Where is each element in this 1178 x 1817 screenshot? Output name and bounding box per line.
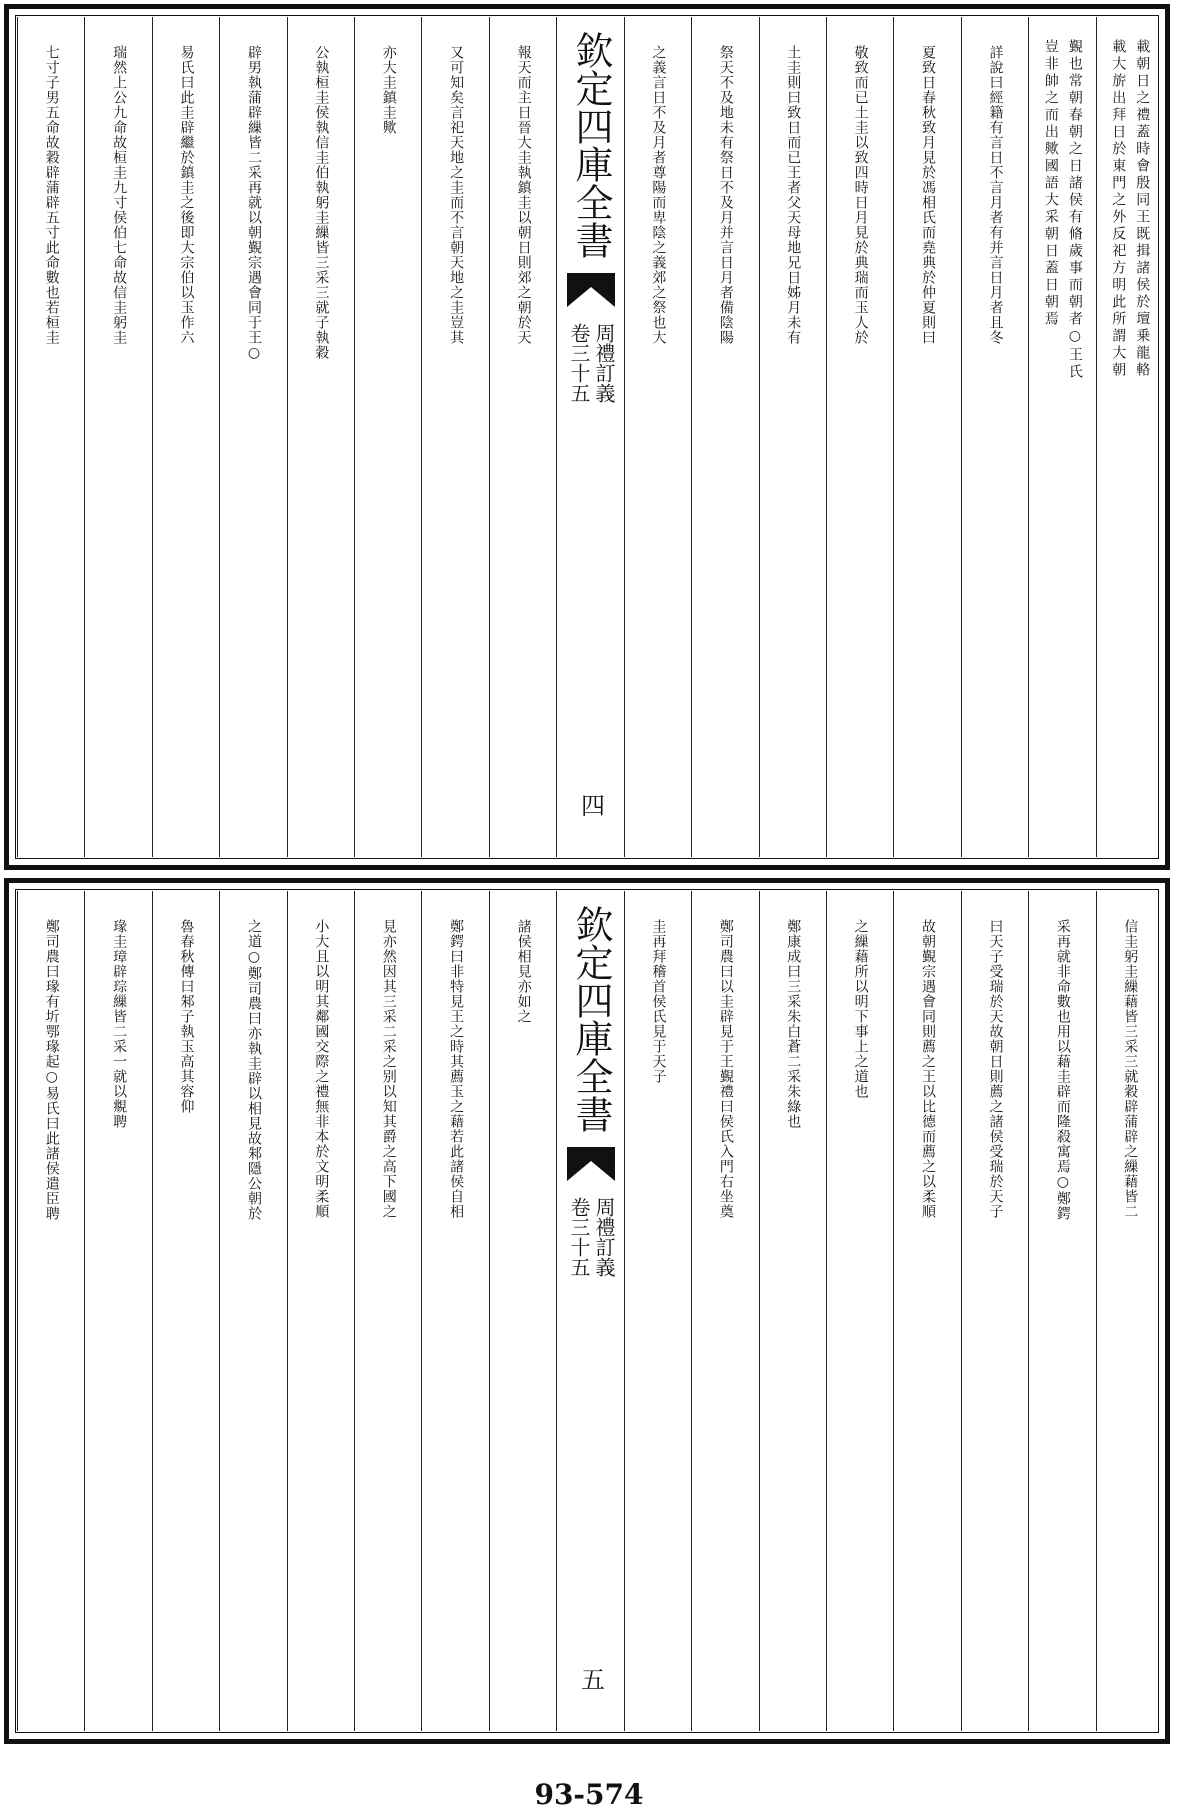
text-column xyxy=(893,17,961,857)
text-column xyxy=(826,17,894,857)
text-column xyxy=(489,891,557,1731)
text-column-body: 之道○鄭司農曰亦執圭辟以相見故邾隱公朝於 xyxy=(245,919,262,1221)
text-column-body: 亦大圭鎮圭歟 xyxy=(380,45,397,135)
text-column xyxy=(219,17,287,857)
page-number: 93-574 xyxy=(534,1778,644,1811)
text-column xyxy=(17,891,85,1731)
annotation-line: 覲也常朝春朝之日諸侯有脩歲事而朝者○王氏 xyxy=(1066,39,1083,381)
fish-tail-ornament-icon xyxy=(567,273,615,307)
text-column-body: 又可知矣言祀天地之圭而不言朝天地之圭豈其 xyxy=(448,45,465,345)
text-column-body: 土圭則曰致日而已王者父天母地兄日姊月未有 xyxy=(785,45,802,345)
text-column xyxy=(826,891,894,1731)
text-column-body: 故朝覲宗遇會同則薦之王以比德而薦之以柔順 xyxy=(920,919,937,1219)
spine xyxy=(567,891,615,1731)
text-column xyxy=(691,891,759,1731)
text-column-body: 魯春秋傳曰邾子執玉高其容仰 xyxy=(178,919,195,1114)
spine-column xyxy=(556,17,624,857)
text-column xyxy=(354,17,422,857)
spine-subtitle-line: 卷三十五 xyxy=(566,323,591,403)
text-column xyxy=(421,17,489,857)
spine-subtitle xyxy=(568,323,614,403)
spine-subtitle xyxy=(568,1197,614,1277)
text-column-body: 之繅藉所以明下事上之道也 xyxy=(852,919,869,1099)
text-column xyxy=(84,891,152,1731)
annotation-line: 載朝日之禮蓋時會殷同王既揖諸侯於壇乗龍輅 xyxy=(1134,39,1151,379)
text-column xyxy=(17,17,85,857)
text-column-body: 易氏曰此圭辟繼於鎮圭之後即大宗伯以玉作六 xyxy=(178,45,195,345)
text-column-body: 辟男執蒲辟繅皆二采再就以朝覲宗遇會同于王○ xyxy=(245,45,262,362)
text-column-body: 鄭司農曰以圭辟見于王覲禮曰侯氏入門右坐奠 xyxy=(717,919,734,1219)
text-column xyxy=(961,17,1029,857)
double-line-annotation xyxy=(1044,17,1082,857)
spine-subtitle-line: 周禮訂義 xyxy=(591,323,616,403)
text-column-body: 之義言日不及月者尊陽而卑陰之義郊之祭也大 xyxy=(650,45,667,345)
text-column xyxy=(489,17,557,857)
text-column-body: 小大且以明其鄰國交際之禮無非本於文明柔順 xyxy=(313,919,330,1219)
text-column-body: 詳說曰經籍有言日不言月者有并言日月者且冬 xyxy=(987,45,1004,345)
spine-column xyxy=(556,891,624,1731)
text-column xyxy=(287,17,355,857)
text-column xyxy=(1028,891,1096,1731)
text-column-body: 瑑圭璋辟琮繅皆二采一就以覜聘 xyxy=(111,919,128,1129)
spine-subtitle-line: 卷三十五 xyxy=(566,1197,591,1277)
annotation-line: 載大旂出拜日於東門之外反祀方明此所謂大朝 xyxy=(1110,39,1127,379)
text-column xyxy=(759,891,827,1731)
double-line-annotation xyxy=(1111,17,1149,857)
text-column xyxy=(624,17,692,857)
folio-number: 四 xyxy=(576,793,605,817)
text-column-body: 公執桓圭侯執信圭伯執躬圭繅皆三采三就子執穀 xyxy=(313,45,330,360)
text-column-body: 鄭鍔曰非特見王之時其薦玉之藉若此諸侯自相 xyxy=(448,919,465,1219)
commentary-column xyxy=(1028,17,1096,857)
text-column-body: 圭再拜稽首侯氏見于天子 xyxy=(650,919,667,1084)
text-column-body: 信圭躬圭繅藉皆三采三就穀辟蒲辟之繅藉皆二 xyxy=(1122,919,1139,1219)
text-column-body: 報天而主日晉大圭執鎮圭以朝日則郊之朝於天 xyxy=(515,45,532,345)
text-column-body: 瑞然上公九命故桓圭九寸侯伯七命故信圭躬圭 xyxy=(111,45,128,345)
annotation-line: 豈非帥之而出歟國語大采朝日蓋日朝焉 xyxy=(1042,39,1059,328)
text-column xyxy=(691,17,759,857)
spine-title: 欽定四庫全書 xyxy=(568,31,613,259)
page-top xyxy=(4,4,1170,870)
text-column-body: 敬致而已土圭以致四時日月見於典瑞而玉人於 xyxy=(852,45,869,345)
spine-title: 欽定四庫全書 xyxy=(568,905,613,1133)
text-column-body: 七寸子男五命故穀辟蒲辟五寸此命數也若桓圭 xyxy=(43,45,60,345)
text-column-body: 曰天子受瑞於天故朝日則薦之諸侯受瑞於天子 xyxy=(987,919,1004,1219)
text-column-body: 祭天不及地未有祭日不及月并言日月者備陰陽 xyxy=(717,45,734,345)
text-column-body: 鄭康成曰三采朱白蒼二采朱綠也 xyxy=(785,919,802,1129)
commentary-column xyxy=(1096,17,1164,857)
text-column-body: 鄭司農曰瑑有圻鄂瑑起○易氏曰此諸侯遣臣聘 xyxy=(43,919,60,1221)
text-column xyxy=(84,17,152,857)
text-column-body: 夏致日春秋致月見於馮相氏而堯典於仲夏則曰 xyxy=(920,45,937,345)
folio-number: 五 xyxy=(576,1667,605,1691)
text-column xyxy=(759,17,827,857)
text-column xyxy=(624,891,692,1731)
text-column xyxy=(152,891,220,1731)
text-column xyxy=(421,891,489,1731)
text-column xyxy=(1096,891,1164,1731)
spine-subtitle-line: 周禮訂義 xyxy=(591,1197,616,1277)
text-column-body: 諸侯相見亦如之 xyxy=(515,919,532,1024)
fish-tail-ornament-icon xyxy=(567,1147,615,1181)
spine xyxy=(567,17,615,857)
text-column xyxy=(287,891,355,1731)
text-column xyxy=(219,891,287,1731)
text-column-body: 采再就非命數也用以藉圭辟而隆殺寓焉○鄭鍔 xyxy=(1054,919,1071,1221)
text-column xyxy=(354,891,422,1731)
text-column xyxy=(961,891,1029,1731)
text-column-body: 見亦然因其三采二采之别以知其爵之高下國之 xyxy=(380,919,397,1219)
text-column xyxy=(893,891,961,1731)
text-column xyxy=(152,17,220,857)
page-bottom xyxy=(4,878,1170,1744)
